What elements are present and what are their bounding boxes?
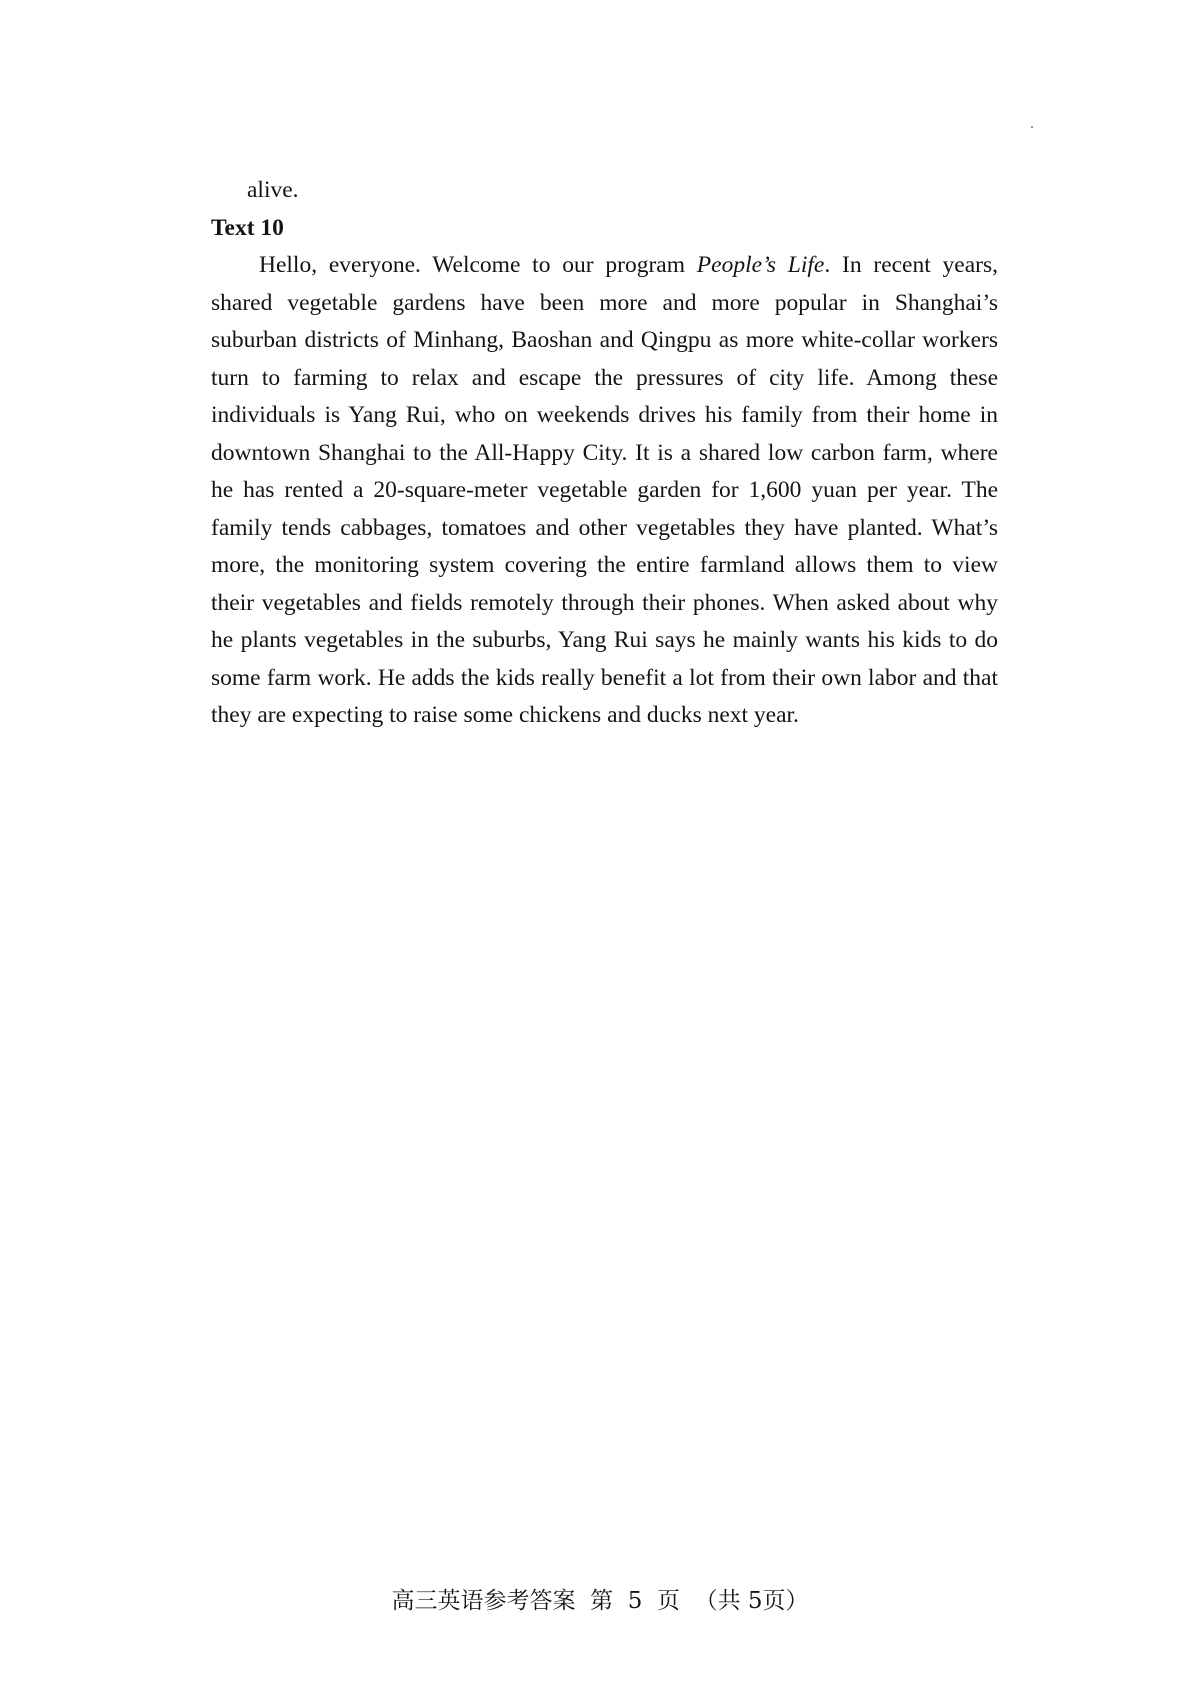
scan-speck [1031, 126, 1033, 128]
document-body [211, 172, 998, 735]
continuation-line: alive. [247, 177, 299, 203]
page-footer: 高三英语参考答案 第 5 页 （共 5页） [391, 1588, 809, 1614]
section-heading: Text 10 [211, 214, 284, 241]
paragraph-text-start: Hello, everyone. Welcome to our program [259, 252, 697, 278]
transcript-paragraph [211, 247, 998, 735]
paragraph-text-rest: . In recent years, shared vegetable gardens have been more and more popular in Shanghai’s suburban districts of Minhang, Baoshan and Qingpu as more white-collar workers turn to farming to relax and escape the pressures of city life. Among these individuals is Yang Rui, who on weekends drives his family from their home in downtown Shanghai to the All-Happy City. It is a shared low carbon farm, where he has rented a 20-square-meter vegetable garden for 1,600 yuan per year. The family tends cabbages, tomatoes and other vegetables they have planted. What’s more, the monitoring system covering the entire farmland allows them to view their vegetables and fields remotely through their phones. When asked about why he plants vegetables in the suburbs, Yang Rui says he mainly wants his kids to do some farm work. He adds the kids really benefit a lot from their own labor and that they are expecting to raise some chickens and ducks next year. [211, 252, 999, 728]
program-title: People’s Life [696, 252, 825, 278]
